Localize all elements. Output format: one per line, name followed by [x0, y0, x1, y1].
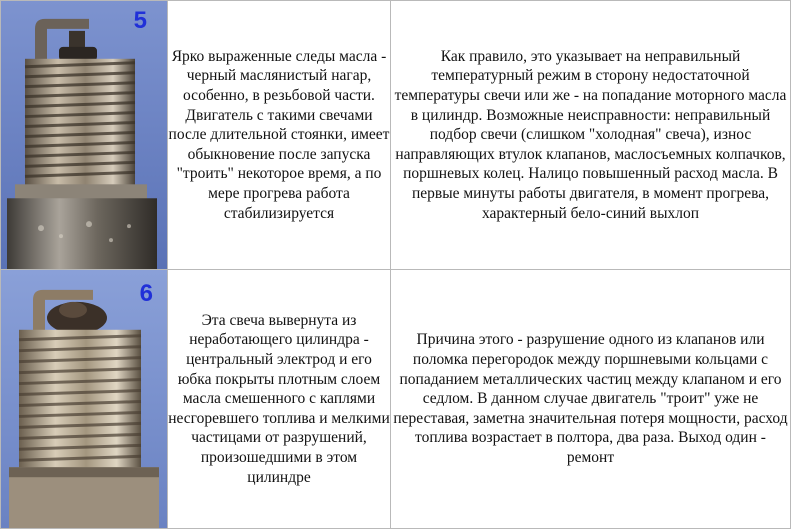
table-row — [1, 270, 791, 529]
table-row — [1, 1, 791, 270]
spark-plug-photo-fouled — [1, 270, 167, 528]
description-text: Эта свеча вывернута из неработающего цилиндра - центральный электрод и его юбка покрыты плотным слоем масла смешенного с каплями несгоревшего топлива и мелкими частицами от разрушений, произошедшими в этом цилиндре — [168, 311, 390, 486]
explanation-cell — [391, 1, 791, 270]
description-cell — [168, 1, 391, 270]
description-cell — [168, 270, 391, 529]
explanation-cell — [391, 270, 791, 529]
row-number: 5 — [133, 7, 147, 34]
explanation-text: Как правило, это указывает на неправильный температурный режим в сторону недостаточной температуры свечи или же - на попадание моторного масла в цилиндр. Возможные неисправности: неправильный подбор свечи (слишком "холодная" свеча), износ направляющих втулок клапанов, маслосъемных колпачков, поршневых колец. Налицо повышенный расход масла. В первые минуты работы двигателя, в момент прогрева, характерный бело-синий выхлоп — [394, 47, 787, 222]
image-cell-5 — [1, 1, 168, 270]
description-text: Ярко выраженные следы масла - черный маслянистый нагар, особенно, в резьбовой части. Двигатель с такими свечами после длительной стоянки, имеет обыкновение после запуска "троить" некоторое время, а по мере прогрева работа стабилизируется — [168, 47, 390, 222]
explanation-text: Причина этого - разрушение одного из клапанов или поломка перегородок между поршневыми кольцами с попаданием металлических частиц между клапаном и его седлом. В данном случае двигатель "троит" уже не переставая, заметна значительная потеря мощности, расход топлива возрастает в полтора, два раза. Выход один - ремонт — [393, 331, 788, 466]
row-number: 6 — [139, 280, 153, 307]
image-cell-6 — [1, 270, 168, 529]
spark-plug-photo-oily — [1, 1, 167, 269]
